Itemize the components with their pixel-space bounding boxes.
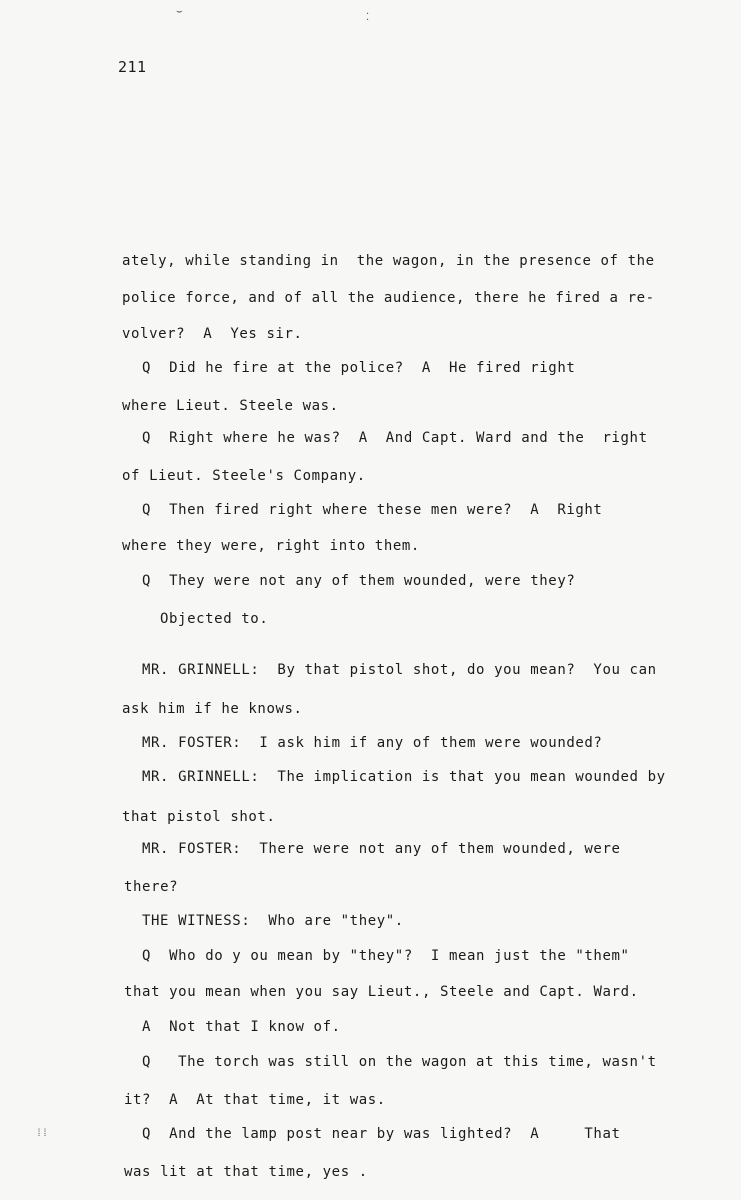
transcript-line: ask him if he knows. [122,701,303,717]
transcript-line: ately, while standing in the wagon, in the presence of the [122,253,655,269]
transcript-line: MR. GRINNELL: By that pistol shot, do you mean? You can [142,662,657,678]
transcript-line: police force, and of all the audience, there he fired a re- [122,290,655,306]
transcript-line: A Not that I know of. [142,1019,341,1035]
transcript-line: was lit at that time, yes . [124,1164,368,1180]
transcript-line: there? [124,879,179,895]
scan-mark: ⌣ [176,6,183,17]
transcript-line: Q The torch was still on the wagon at this time, wasn't [142,1054,657,1070]
page-number: 211 [118,58,147,76]
transcript-line: it? A At that time, it was. [124,1092,386,1108]
transcript-line: of Lieut. Steele's Company. [122,468,366,484]
transcript-line: Q They were not any of them wounded, were they? [142,573,576,589]
transcript-line: volver? A Yes sir. [122,326,303,342]
transcript-line: Q Right where he was? A And Capt. Ward and the right [142,430,648,446]
transcript-line: Q Did he fire at the police? A He fired right [142,360,576,376]
transcript-line: that you mean when you say Lieut., Steele and Capt. Ward. [124,984,639,1000]
scan-mark: ⁞⁞ [36,1128,49,1139]
transcript-line: that pistol shot. [122,809,276,825]
transcript-line: MR. FOSTER: I ask him if any of them were wounded? [142,735,603,751]
transcript-line: Q And the lamp post near by was lighted? A That [142,1126,621,1142]
transcript-line: where they were, right into them. [122,538,420,554]
transcript-line: MR. GRINNELL: The implication is that you mean wounded by [142,769,666,785]
transcript-line: where Lieut. Steele was. [122,398,339,414]
transcript-line: Objected to. [160,611,269,627]
scan-mark: ⁚ [366,12,370,23]
transcript-line: Q Who do y ou mean by "they"? I mean just the "them" [142,948,630,964]
transcript-line: MR. FOSTER: There were not any of them wounded, were [142,841,621,857]
transcript-line: Q Then fired right where these men were? A Right [142,502,603,518]
transcript-line: THE WITNESS: Who are "they". [142,913,404,929]
